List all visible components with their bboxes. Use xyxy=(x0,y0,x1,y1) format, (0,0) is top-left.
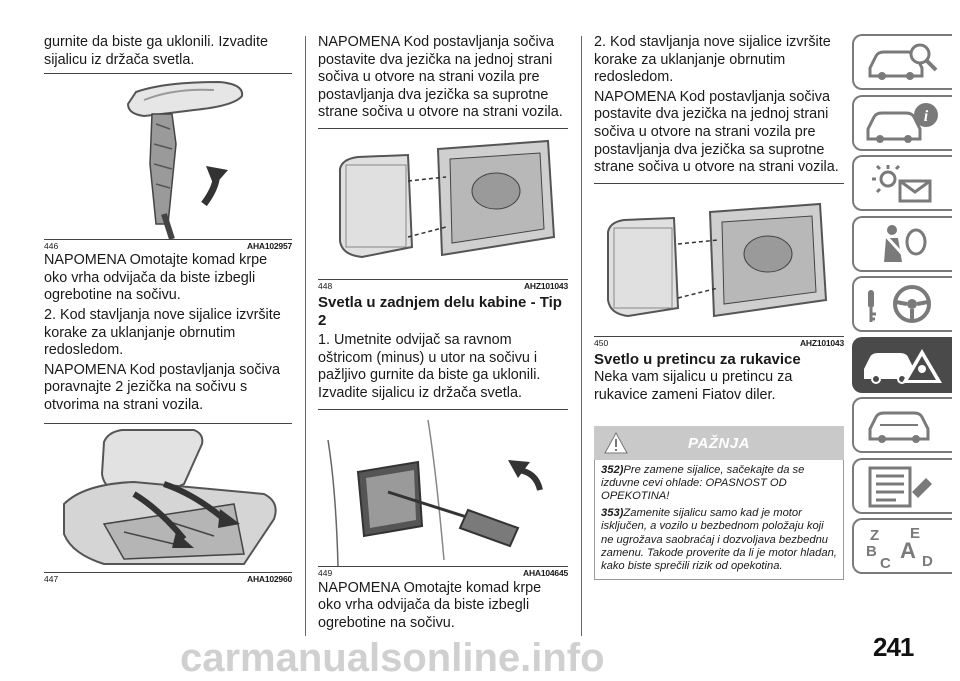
chapter-sidebar xyxy=(852,34,952,579)
tab-car-info[interactable] xyxy=(852,95,952,151)
warning-body xyxy=(594,460,844,581)
figure-number: 449 xyxy=(318,567,333,578)
car-warning-icon xyxy=(860,343,944,387)
checklist-icon xyxy=(860,464,944,508)
lens-tabs-illustration xyxy=(318,129,568,279)
warning-text: Pre zamene sijalice, sačekajte da se izduvne cevi ohlade: OPASNOST OD OPEKOTINA! xyxy=(601,463,805,502)
figure-number: 447 xyxy=(44,573,59,584)
tab-dashboard-lights[interactable] xyxy=(852,155,952,211)
step-paragraph: 2. Kod stavljanja nove sijalice izvršite korake za uklanjanje obrnutim redosledom. xyxy=(44,306,281,359)
index-letter: A xyxy=(900,538,916,563)
figure-caption xyxy=(594,336,844,348)
figure-number: 448 xyxy=(318,280,333,291)
car-info-icon xyxy=(860,101,944,145)
tab-steering-key[interactable] xyxy=(852,276,952,332)
warning-number: 352) xyxy=(601,463,624,476)
tab-safety[interactable] xyxy=(852,216,952,272)
car-search-icon xyxy=(860,40,944,84)
warning-header xyxy=(594,426,844,460)
warning-text: Zamenite sijalicu samo kad je motor isključen, a vozilo u bezbednom položaju koji ne ugrožava saobraćaj i dozvoljava bezbednu zamenu. Takode proverite da li je motor hladan, kako biste sprečili rizik od opekotina. xyxy=(601,507,837,572)
figure-caption xyxy=(44,239,292,251)
figure-id: AHA102957 xyxy=(247,241,292,252)
figure-number: 450 xyxy=(594,337,609,348)
warning-number: 353) xyxy=(601,507,624,520)
column-divider xyxy=(581,36,582,636)
column-1 xyxy=(44,0,292,584)
figure-id: AHA104645 xyxy=(523,567,568,578)
tab-car-warning[interactable] xyxy=(852,337,952,393)
figure-caption xyxy=(44,572,292,584)
section-heading: Svetla u zadnjem delu kabine - Tip 2 xyxy=(318,293,562,329)
car-service-icon xyxy=(860,403,944,447)
tab-checklist[interactable] xyxy=(852,458,952,514)
paragraph: Neka vam sijalicu u pretincu za rukavice zameni Fiatov diler. xyxy=(594,369,793,403)
column-3 xyxy=(594,0,844,580)
figure-caption xyxy=(318,566,568,578)
step-paragraph: 2. Kod stavljanja nove sijalice izvršite korake za uklanjanje obrnutim redosledom. xyxy=(594,34,831,86)
figure-number: 446 xyxy=(44,241,59,252)
watermark: carmanualsonline.info xyxy=(180,636,605,680)
svg-text:i: i xyxy=(923,107,929,125)
warning-box xyxy=(594,426,844,581)
tab-car-service[interactable] xyxy=(852,397,952,453)
step-paragraph: 1. Umetnite odvijač sa ravnom oštricom (minus) u utor na sočivu i pažljivo gurnite da biste ga uklonili. Izvadite sijalicu iz držača svetla. xyxy=(318,332,541,401)
figure-449 xyxy=(318,410,568,566)
note-paragraph: NAPOMENA Omotajte komad krpe oko vrha odvijača da biste izbegli ogrebotine na sočivu. xyxy=(318,579,542,631)
warning-item xyxy=(601,507,837,573)
safety-airbag-icon xyxy=(860,222,944,266)
alphabet-index-icon xyxy=(860,524,944,568)
note-paragraph: NAPOMENA Omotajte komad krpe oko vrha odvijača da biste izbegli ogrebotine na sočivu. xyxy=(44,252,268,304)
figure-447 xyxy=(44,424,292,572)
figure-id: AHZ101043 xyxy=(523,280,568,291)
tab-alphabet-index[interactable] xyxy=(852,518,952,574)
screwdriver-removal-illustration xyxy=(318,410,568,566)
column-divider xyxy=(305,36,306,636)
section-heading: Svetlo u pretincu za rukavice xyxy=(594,350,801,368)
index-letter: B xyxy=(866,543,877,560)
lens-fitting-illustration xyxy=(44,424,292,572)
note-paragraph: NAPOMENA Kod postavljanja sočiva poravnajte 2 jezička na sočivu s otvorima na strani vozila. xyxy=(44,361,280,413)
note-paragraph: NAPOMENA Kod postavljanja sočiva postavite dva jezička na jednoj strani sočiva u otvore na strani vozila pre postavljanja dva jezička sa suprotne strane sočiva u otvore na strani vozila. xyxy=(594,88,839,176)
paragraph: gurnite da biste ga uklonili. Izvadite sijalicu iz držača svetla. xyxy=(44,34,268,68)
figure-caption xyxy=(318,279,568,291)
dashboard-lights-icon xyxy=(860,161,944,205)
index-letter: Z xyxy=(870,527,880,544)
warning-title: PAŽNJA xyxy=(688,434,750,452)
figure-id: AHZ101043 xyxy=(799,337,844,348)
note-paragraph: NAPOMENA Kod postavljanja sočiva postavite dva jezička na jednoj strani sočiva u otvore na strani vozila pre postavljanja dva jezička sa suprotne strane sočiva u otvore na strani vozila. xyxy=(318,34,563,121)
figure-448 xyxy=(318,129,568,279)
tab-car-search[interactable] xyxy=(852,34,952,90)
page-number: 241 xyxy=(873,632,914,662)
lens-tabs-illustration xyxy=(594,184,844,336)
warning-item xyxy=(601,464,837,504)
index-letter: E xyxy=(910,525,921,542)
index-letter: C xyxy=(880,555,891,568)
figure-id: AHA102960 xyxy=(247,573,292,584)
column-2 xyxy=(318,0,568,632)
index-letter: D xyxy=(922,553,933,568)
steering-key-icon xyxy=(860,282,944,326)
figure-446 xyxy=(44,74,292,239)
bulb-removal-illustration xyxy=(44,74,292,239)
figure-450 xyxy=(594,184,844,336)
